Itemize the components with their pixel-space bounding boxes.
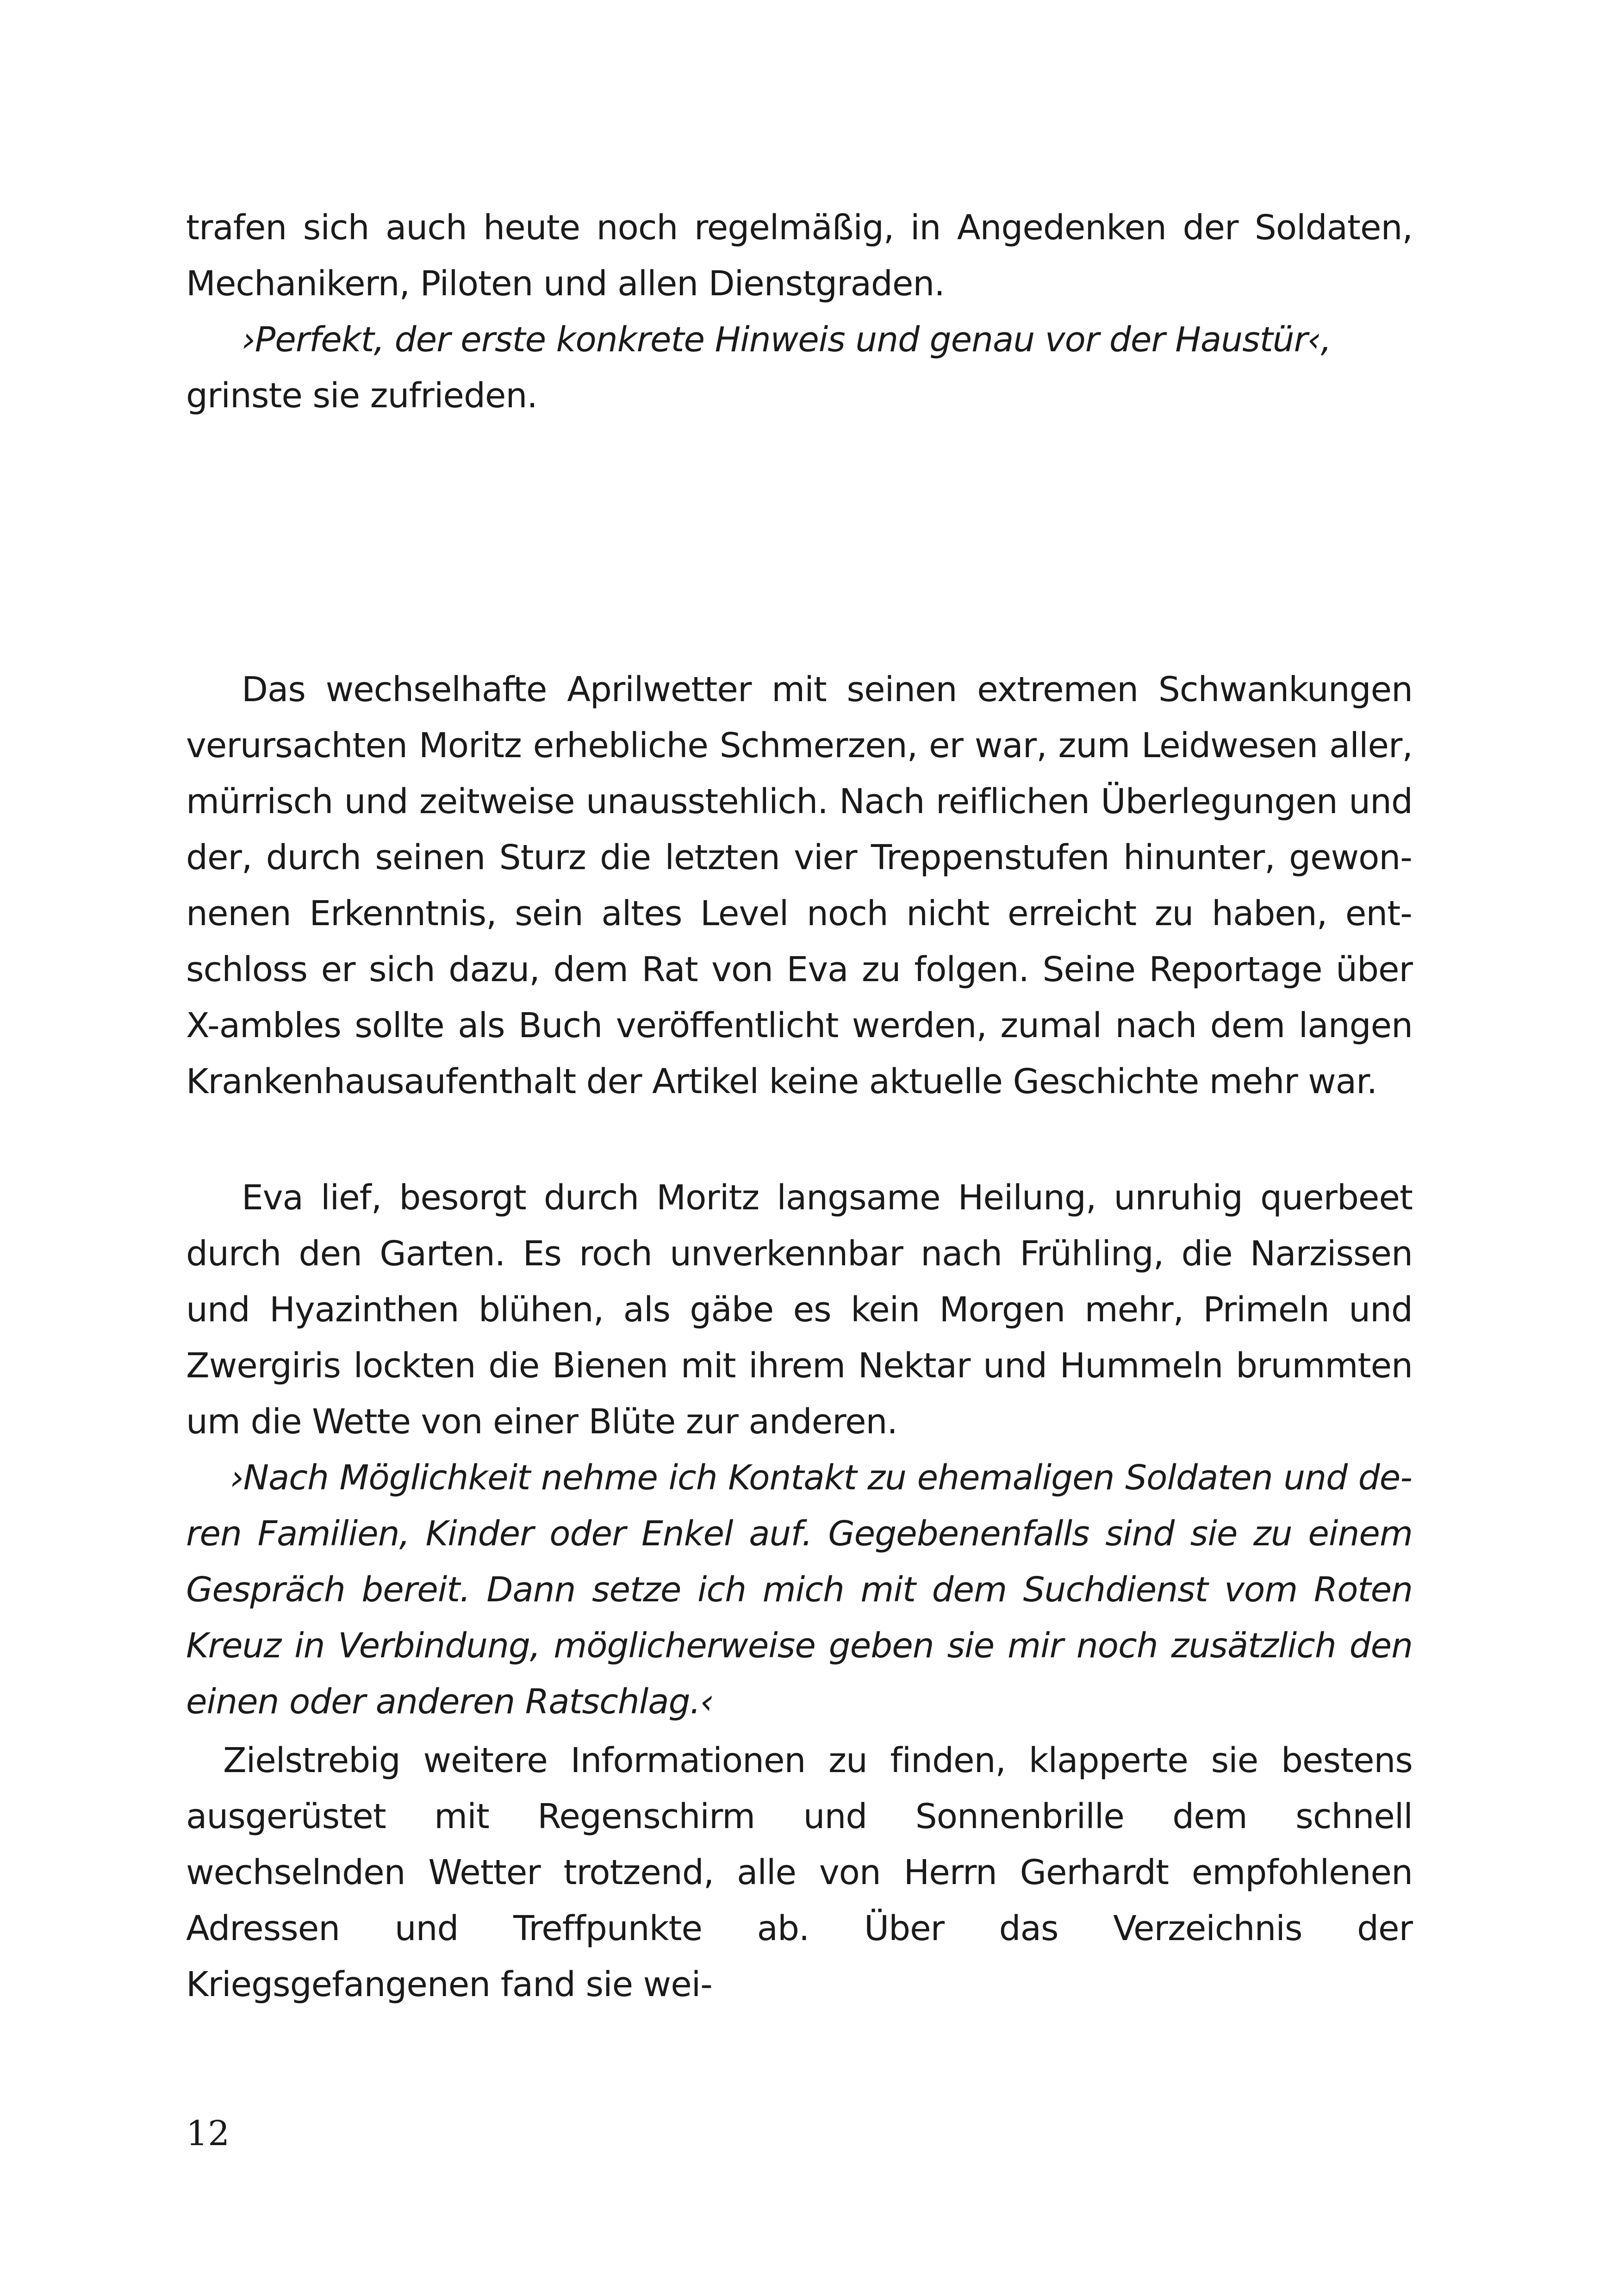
text-block-aprilwetter <box>186 662 1413 1110</box>
page-number: 12 <box>186 2114 230 2153</box>
paragraph-zielstrebig: Zielstrebig weitere Informationen zu finden, klapperte sie bestens ausgerüstet mit Regenschirm und Sonnenbrille dem schnell wechselnden Wetter trotzend, alle von Herrn Gerhardt empfohlenen Adressen und Treffpunkte ab. Über das Verzeichnis der Kriegsgefangenen fand sie wei- <box>186 1741 1413 2004</box>
paragraph-quote-kontakt: ›Nach Möglichkeit nehme ich Kontakt zu ehemaligen Soldaten und deren Familien, Kinder oder Enkel auf. Gegebenenfalls sind sie zu einem Gespräch bereit. Dann setze ich mich mit dem Suchdienst vom Roten Kreuz in Verbindung, möglicherweise geben sie mir noch zusätzlich den einen oder anderen Ratschlag.‹ <box>186 1458 1413 1722</box>
paragraph-aprilwetter: Das wechselhafte Aprilwetter mit seinen extremen Schwankungen verursachten Moritz erhebliche Schmerzen, er war, zum Leidwesen aller, mürrisch und zeitweise unausstehlich. Nach reiflichen Überlegungen und der, durch seinen Sturz die letzten vier Treppenstufen hinunter, gewonnenen Erkenntnis, sein altes Level noch nicht erreicht zu haben, entschloss er sich dazu, dem Rat von Eva zu folgen. Seine Reportage über X-ambles sollte als Buch veröffentlicht werden, zumal nach dem langen Krankenhausaufenthalt der Artikel keine aktuelle Geschichte mehr war. <box>186 670 1413 1101</box>
paragraph-grinste: grinste sie zufrieden. <box>186 376 537 416</box>
paragraph-quote-perfekt: ›Perfekt, der erste konkrete Hinweis und genau vor der Haustür‹, <box>242 320 1332 360</box>
text-block-eva <box>186 1170 1413 1730</box>
paragraph-continuation: trafen sich auch heute noch regelmäßig, in Angedenken der Soldaten, Mechanikern, Piloten und allen Dienstgraden. <box>186 208 1413 304</box>
paragraph-eva-garten: Eva lief, besorgt durch Moritz langsame Heilung, unruhig querbeet durch den Garten. Es roch unverkennbar nach Frühling, die Narzissen und Hyazinthen blühen, als gäbe es kein Morgen mehr, Primeln und Zwergiris lockten die Bienen mit ihrem Nektar und Hummeln brummten um die Wette von einer Blüte zur anderen. <box>186 1178 1413 1442</box>
text-block-zielstrebig <box>186 1733 1413 2013</box>
text-block-top <box>186 200 1413 424</box>
